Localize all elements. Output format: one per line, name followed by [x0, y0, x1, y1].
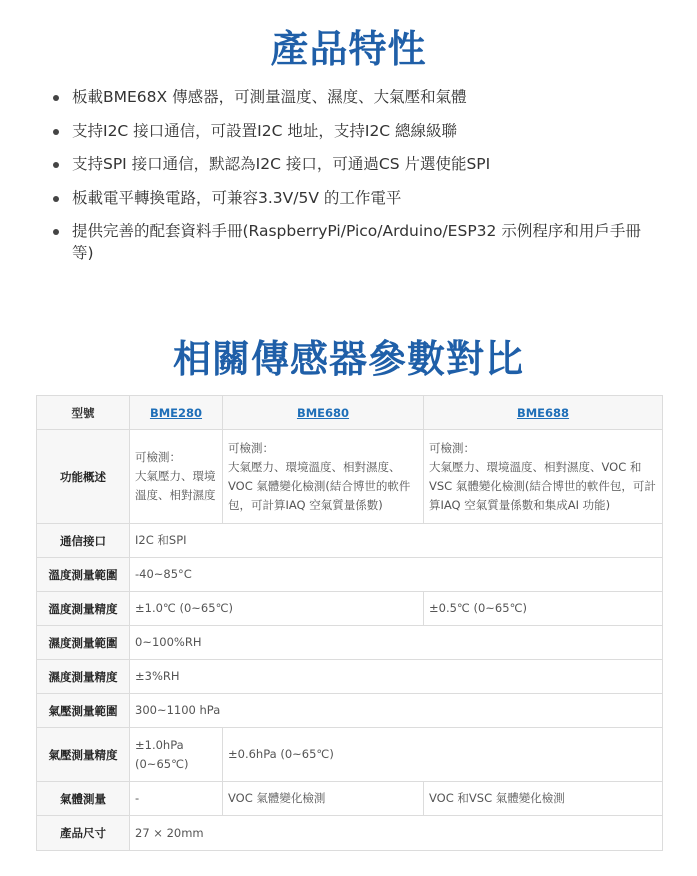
- cell-value: 300~1100 hPa: [130, 694, 663, 728]
- row-label: 氣壓測量範圍: [37, 694, 130, 728]
- feature-item: 板載電平轉換電路，可兼容3.3V/5V 的工作電平: [52, 187, 652, 209]
- feature-item: 支持SPI 接口通信，默認為I2C 接口，可通過CS 片選使能SPI: [52, 153, 652, 175]
- table-row: [37, 524, 663, 558]
- table-row: [37, 592, 663, 626]
- table-row: [37, 558, 663, 592]
- comparison-table: [36, 395, 663, 851]
- cell-value: -: [130, 782, 223, 816]
- cell-value: 27 × 20mm: [130, 816, 663, 851]
- bme680-link[interactable]: BME680: [296, 405, 350, 420]
- comparison-title: 相關傳感器參數對比: [172, 337, 524, 381]
- row-label: 產品尺寸: [37, 816, 130, 851]
- features-list: [52, 86, 652, 276]
- cell-value: 0~100%RH: [130, 626, 663, 660]
- cell-value: VOC 和VSC 氣體變化檢測: [424, 782, 663, 816]
- row-label: 溫度測量精度: [37, 592, 130, 626]
- row-label: 濕度測量範圍: [37, 626, 130, 660]
- header-bme280: [130, 396, 223, 430]
- table-row: [37, 430, 663, 524]
- table-row: [37, 816, 663, 851]
- table-row: [37, 728, 663, 782]
- table-row: [37, 694, 663, 728]
- cell-value: ±0.6hPa (0~65℃): [223, 728, 663, 782]
- cell-value: VOC 氣體變化檢測: [223, 782, 424, 816]
- feature-item: 板載BME68X 傳感器，可測量溫度、濕度、大氣壓和氣體: [52, 86, 652, 108]
- cell-value: 可檢測： 大氣壓力、環境溫度、相對濕度、VOC 氣體變化檢測(結合博世的軟件包，可計算IAQ 空氣質量係數): [223, 430, 424, 524]
- row-label: 通信接口: [37, 524, 130, 558]
- cell-value: 可檢測： 大氣壓力、環境溫度、相對濕度: [130, 430, 223, 524]
- table-row: [37, 626, 663, 660]
- cell-value: I2C 和SPI: [130, 524, 663, 558]
- row-label: 功能概述: [37, 430, 130, 524]
- bme280-link[interactable]: BME280: [149, 405, 203, 420]
- cell-value: ±3%RH: [130, 660, 663, 694]
- cell-value: 可檢測： 大氣壓力、環境溫度、相對濕度、VOC 和VSC 氣體變化檢測(結合博世的軟件包，可計算IAQ 空氣質量係數和集成AI 功能): [424, 430, 663, 524]
- header-bme688: [424, 396, 663, 430]
- cell-value: ±1.0℃ (0~65℃): [130, 592, 424, 626]
- bme688-link[interactable]: BME688: [516, 405, 570, 420]
- cell-value: ±1.0hPa (0~65℃): [130, 728, 223, 782]
- features-title: 產品特性: [270, 27, 427, 71]
- row-label: 溫度測量範圍: [37, 558, 130, 592]
- cell-value: ±0.5℃ (0~65℃): [424, 592, 663, 626]
- feature-item: 提供完善的配套資料手冊(RaspberryPi/Pico/Arduino/ESP32 示例程序和用戶手冊等): [52, 220, 652, 264]
- row-label: 氣壓測量精度: [37, 728, 130, 782]
- table-row: [37, 782, 663, 816]
- cell-value: -40~85°C: [130, 558, 663, 592]
- table-header-row: [37, 396, 663, 430]
- row-label: 濕度測量精度: [37, 660, 130, 694]
- row-label: 氣體測量: [37, 782, 130, 816]
- header-bme680: [223, 396, 424, 430]
- header-model: 型號: [37, 396, 130, 430]
- feature-item: 支持I2C 接口通信，可設置I2C 地址，支持I2C 總線級聯: [52, 120, 652, 142]
- table-row: [37, 660, 663, 694]
